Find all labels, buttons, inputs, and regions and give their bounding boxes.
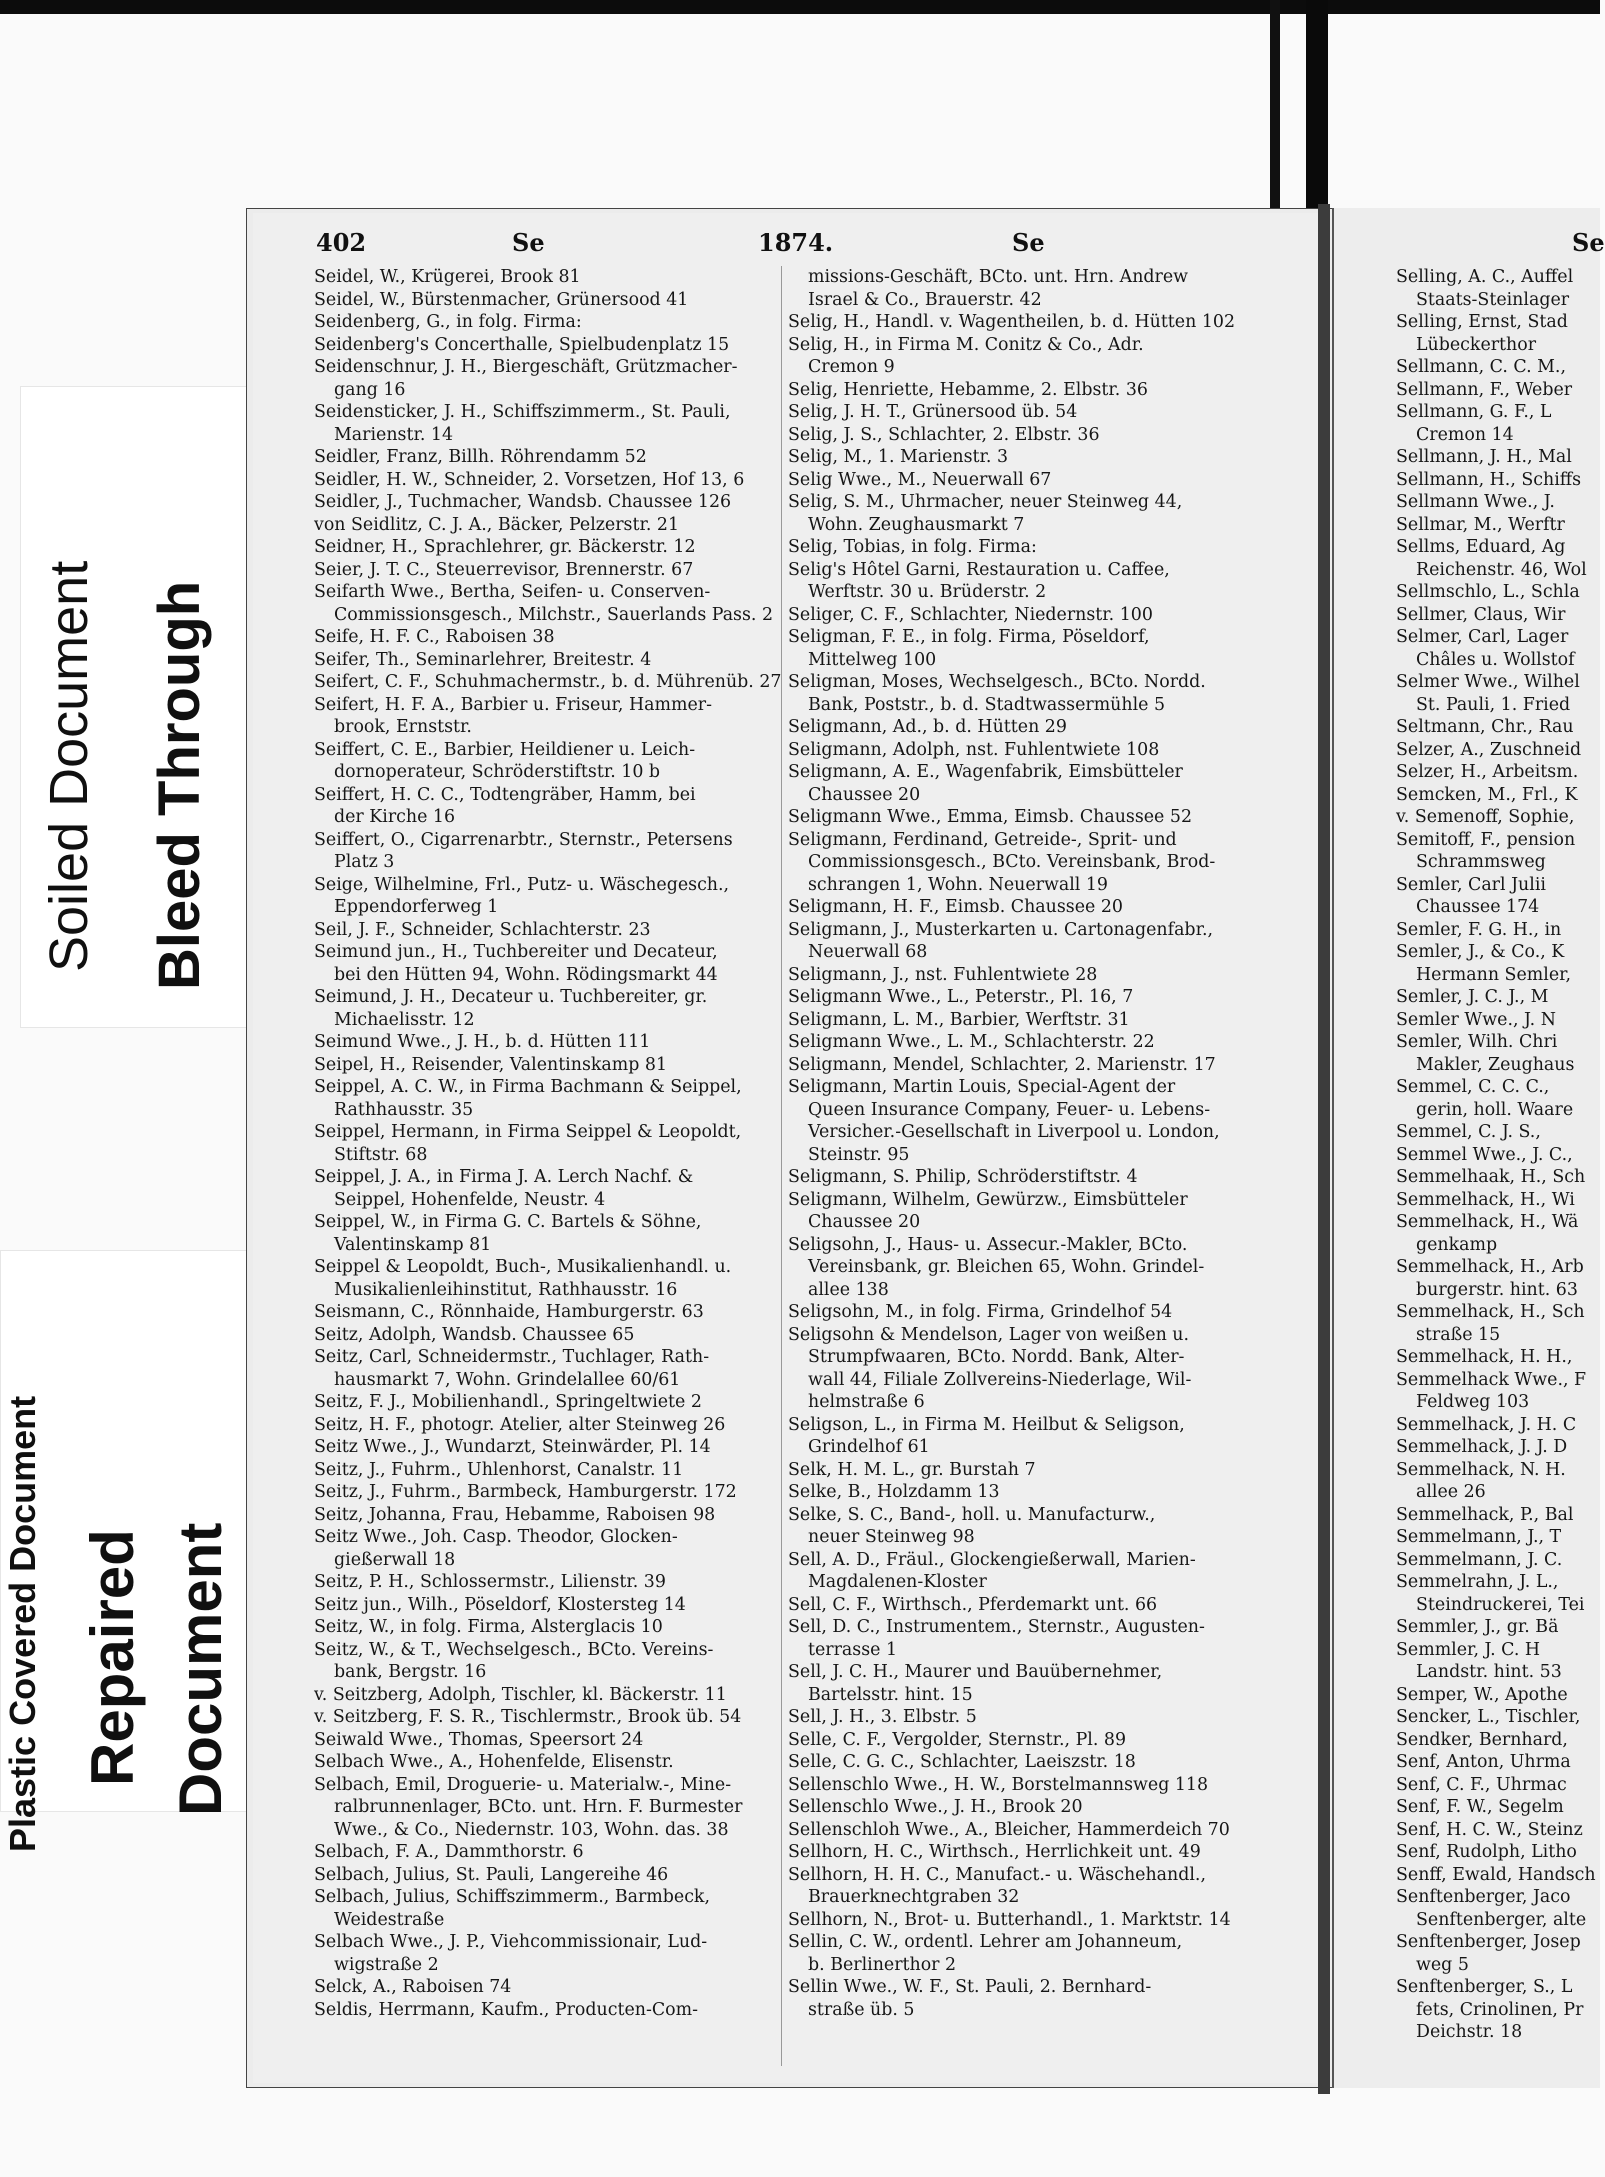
directory-entry-line: genkamp (1416, 1234, 1498, 1255)
directory-entry-line: Semitoff, F., pension (1396, 829, 1576, 850)
directory-entry-line: v. Seitzberg, Adolph, Tischler, kl. Bäckerstr. 11 (314, 1684, 727, 1705)
directory-entry-line: Valentinskamp 81 (334, 1234, 492, 1255)
directory-entry-line: Sell, J. C. H., Maurer und Bauübernehmer, (788, 1662, 1163, 1682)
directory-entry-line: Seidler, H. W., Schneider, 2. Vorsetzen, Hof 13, 6 (314, 469, 745, 490)
directory-entry-line: Seifert, C. F., Schuhmachermstr., b. d. Mührenüb. 27 (314, 672, 782, 692)
directory-entry-line: Semmler, J., gr. Bä (1396, 1617, 1559, 1637)
directory-entry-line: Seligmann Wwe., L. M., Schlachterstr. 22 (788, 1032, 1155, 1052)
directory-entry-line: Selle, C. F., Vergolder, Sternstr., Pl. 89 (788, 1729, 1127, 1750)
directory-entry-line: Sellmann, G. F., L (1396, 402, 1552, 422)
directory-entry-line: Sellenschlo Wwe., J. H., Brook 20 (788, 1797, 1083, 1817)
directory-entry-line: Semmelhaak, H., Sch (1396, 1167, 1586, 1187)
right-guide-letters: Se (1012, 228, 1045, 257)
directory-entry-line: gerin, holl. Waare (1416, 1099, 1574, 1120)
directory-entry-line: Seligman, F. E., in folg. Firma, Pöseldorf, (788, 627, 1150, 647)
directory-entry-line: v. Semenoff, Sophie, (1396, 807, 1575, 827)
directory-entry-line: Selling, A. C., Auffel (1396, 267, 1574, 287)
directory-entry-line: Israel & Co., Brauerstr. 42 (808, 289, 1042, 310)
directory-entry-line: Seiffert, O., Cigarrenarbtr., Sternstr., Petersens (314, 829, 733, 850)
soiled-document-label: Soiled Document (39, 560, 99, 972)
directory-entry-line: Selle, C. G. C., Schlachter, Laeiszstr. 18 (788, 1752, 1136, 1772)
directory-entry-line: Versicher.-Gesellschaft in Liverpool u. London, (808, 1122, 1220, 1142)
directory-entry-line: Semmelhack, H., Wi (1396, 1189, 1575, 1210)
directory-entry-line: Seitz, P. H., Schlossermstr., Lilienstr. 39 (314, 1572, 666, 1592)
directory-entry-line: der Kirche 16 (334, 807, 456, 827)
directory-entry-line: Brauerknechtgraben 32 (808, 1887, 1020, 1907)
directory-entry-line: Semler, J. C. J., M (1396, 987, 1549, 1007)
directory-entry-line: Selmer Wwe., Wilhel (1396, 672, 1580, 692)
directory-entry-line: Seiffert, C. E., Barbier, Heildiener u. Leich- (314, 739, 696, 760)
directory-entry-line: Stiftstr. 68 (334, 1144, 428, 1165)
directory-entry-line: Sellin Wwe., W. F., St. Pauli, 2. Bernhard- (788, 1977, 1152, 1997)
directory-entry-line: Vereinsbank, gr. Bleichen 65, Wohn. Grindel- (808, 1257, 1205, 1277)
directory-entry-line: Sellin, C. W., ordentl. Lehrer am Johanneum, (788, 1932, 1183, 1952)
directory-entry-line: Selzer, H., Arbeitsm. (1396, 762, 1579, 782)
directory-entry-line: Selig's Hôtel Garni, Restauration u. Caffee, (788, 559, 1170, 580)
directory-entry-line: Seligman, Moses, Wechselgesch., BCto. Nordd. (788, 672, 1206, 692)
directory-entry-line: Seippel, W., in Firma G. C. Bartels & Söhne, (314, 1212, 702, 1232)
directory-entry-line: neuer Steinweg 98 (808, 1527, 975, 1547)
directory-entry-line: Seier, J. T. C., Steuerrevisor, Brennerstr. 67 (314, 559, 694, 580)
directory-entry-line: Chaussee 174 (1416, 897, 1540, 917)
directory-entry-line: Seligmann, Martin Louis, Special-Agent der (788, 1077, 1176, 1097)
directory-entry-line: allee 26 (1416, 1482, 1486, 1502)
directory-entry-line: Eppendorferweg 1 (334, 897, 499, 917)
directory-entry-line: Seligmann Wwe., Emma, Eimsb. Chaussee 52 (788, 807, 1193, 827)
directory-entry-line: Seligmann, Ferdinand, Getreide-, Sprit- und (788, 829, 1177, 850)
directory-entry-line: Chaussee 20 (808, 1212, 921, 1232)
next-page-column (1396, 266, 1600, 2056)
directory-entry-line: Seitz, W., & T., Wechselgesch., BCto. Vereins- (314, 1639, 714, 1660)
directory-entry-line: Semmelhack, J. J. D (1396, 1437, 1568, 1457)
scanner-edge-bar (1270, 0, 1280, 215)
directory-entry-line: Cremon 14 (1416, 424, 1514, 445)
directory-entry-line: Selbach, Julius, St. Pauli, Langereihe 46 (314, 1864, 669, 1885)
directory-entry-line: Seliger, C. F., Schlachter, Niedernstr. 100 (788, 604, 1153, 625)
directory-entry-line: Semmelmann, J. C. (1396, 1549, 1563, 1570)
directory-entry-line: Seiwald Wwe., Thomas, Speersort 24 (314, 1729, 644, 1750)
directory-entry-line: Seligsohn, J., Haus- u. Assecur.-Makler, BCto. (788, 1234, 1188, 1255)
directory-entry-line: ralbrunnenlager, BCto. unt. Hrn. F. Burmester (334, 1797, 743, 1817)
directory-entry-line: Platz 3 (334, 852, 395, 872)
directory-entry-line: helmstraße 6 (808, 1392, 925, 1412)
directory-entry-line: Selbach Wwe., A., Hohenfelde, Elisenstr. (314, 1752, 674, 1772)
directory-entry-line: Seligmann, Wilhelm, Gewürzw., Eimsbütteler (788, 1189, 1188, 1210)
directory-entry-line: Staats-Steinlager (1416, 289, 1570, 310)
directory-entry-line: fets, Crinolinen, Pr (1416, 1999, 1584, 2020)
directory-entry-line: Semmelhack, H., Sch (1396, 1302, 1585, 1322)
directory-entry-line: Rathhausstr. 35 (334, 1099, 474, 1120)
directory-entry-line: Seiffert, H. C. C., Todtengräber, Hamm, bei (314, 784, 696, 805)
directory-entry-line: Selke, S. C., Band-, holl. u. Manufacturw., (788, 1504, 1156, 1525)
directory-entry-line: Semmel Wwe., J. C., (1396, 1144, 1573, 1165)
book-gutter (1318, 204, 1330, 2094)
directory-entry-line: Semmelhack, H. H., (1396, 1347, 1573, 1367)
directory-entry-line: Seippel, J. A., in Firma J. A. Lerch Nachf. & (314, 1167, 694, 1187)
directory-entry-line: weg 5 (1416, 1954, 1469, 1975)
directory-entry-line: Chaussee 20 (808, 784, 921, 805)
scanner-top-band (0, 0, 1600, 14)
directory-entry-line: Châles u. Wollstof (1416, 649, 1575, 670)
directory-entry-line: Selig, Tobias, in folg. Firma: (788, 537, 1037, 557)
page-number: 402 (316, 228, 367, 257)
directory-entry-line: Queen Insurance Company, Feuer- u. Lebens- (808, 1099, 1211, 1120)
directory-entry-line: Seligmann, L. M., Barbier, Werftstr. 31 (788, 1009, 1130, 1030)
directory-entry-line: Selk, H. M. L., gr. Burstah 7 (788, 1459, 1036, 1480)
directory-entry-line: bank, Bergstr. 16 (334, 1662, 487, 1682)
directory-entry-line: Seitz, Adolph, Wandsb. Chaussee 65 (314, 1324, 635, 1345)
directory-entry-line: Semler, Wilh. Chri (1396, 1032, 1558, 1052)
directory-entry-line: Hermann Semler, (1416, 964, 1572, 985)
directory-entry-line: Selling, Ernst, Stad (1396, 312, 1568, 332)
directory-entry-line: Seligmann, H. F., Eimsb. Chaussee 20 (788, 897, 1123, 917)
directory-entry-line: Selig, H., in Firma M. Conitz & Co., Adr. (788, 334, 1144, 355)
directory-entry-line: Sell, D. C., Instrumentem., Sternstr., Augusten- (788, 1617, 1205, 1637)
directory-entry-line: Seidler, J., Tuchmacher, Wandsb. Chaussee 126 (314, 492, 732, 512)
directory-entry-line: Seidel, W., Krügerei, Brook 81 (314, 267, 581, 287)
directory-entry-line: Seippel, A. C. W., in Firma Bachmann & Seippel, (314, 1077, 742, 1097)
directory-entry-line: Seippel, Hermann, in Firma Seippel & Leopoldt, (314, 1122, 742, 1142)
directory-entry-line: Deichstr. 18 (1416, 2022, 1523, 2042)
directory-entry-line: Werftstr. 30 u. Brüderstr. 2 (808, 582, 1047, 602)
directory-entry-line: Selke, B., Holzdamm 13 (788, 1482, 1000, 1502)
repaired-label: Repaired (79, 1529, 146, 1786)
directory-entry-line: Sell, J. H., 3. Elbstr. 5 (788, 1707, 977, 1727)
directory-entry-line: Semmelhack, P., Bal (1396, 1504, 1574, 1525)
directory-entry-line: schrangen 1, Wohn. Neuerwall 19 (808, 874, 1108, 895)
directory-entry-line: Seimund jun., H., Tuchbereiter und Decateur, (314, 942, 718, 962)
directory-entry-line: Senf, C. F., Uhrmac (1396, 1774, 1567, 1795)
directory-entry-line: burgerstr. hint. 63 (1416, 1279, 1578, 1300)
directory-entry-line: Selzer, A., Zuschneid (1396, 739, 1582, 760)
directory-entry-line: Wwe., & Co., Niedernstr. 103, Wohn. das. 38 (334, 1819, 729, 1840)
bleed-through-label: Bleed Through (147, 580, 212, 990)
directory-entry-line: Seige, Wilhelmine, Frl., Putz- u. Wäschegesch., (314, 874, 730, 895)
next-page-guide-letters: Se (1572, 228, 1605, 257)
directory-entry-line: Semmelhack, N. H. (1396, 1459, 1566, 1480)
directory-entry-line: Seitz Wwe., Joh. Casp. Theodor, Glocken- (314, 1527, 678, 1547)
directory-entry-line: Seidel, W., Bürstenmacher, Grünersood 41 (314, 289, 689, 310)
directory-entry-line: hausmarkt 7, Wohn. Grindelallee 60/61 (334, 1369, 681, 1390)
directory-entry-line: Magdalenen-Kloster (808, 1572, 987, 1592)
directory-entry-line: allee 138 (808, 1279, 889, 1300)
directory-entry-line: Selbach, Julius, Schiffszimmerm., Barmbeck, (314, 1887, 711, 1907)
directory-entry-line: Seidenberg, G., in folg. Firma: (314, 312, 582, 332)
directory-entry-line: Seidensticker, J. H., Schiffszimmerm., St. Pauli, (314, 402, 731, 422)
directory-entry-line: Sellhorn, N., Brot- u. Butterhandl., 1. Marktstr. 14 (788, 1909, 1231, 1930)
directory-entry-line: Semmelmann, J., T (1396, 1527, 1562, 1547)
directory-entry-line: Seligmann, S. Philip, Schröderstiftstr. 4 (788, 1167, 1138, 1187)
directory-entry-line: v. Seitzberg, F. S. R., Tischlermstr., Brook üb. 54 (314, 1707, 742, 1727)
directory-entry-line: Wohn. Zeughausmarkt 7 (808, 514, 1025, 535)
directory-entry-line: Selig, M., 1. Marienstr. 3 (788, 447, 1009, 467)
directory-entry-line: wigstraße 2 (334, 1954, 439, 1975)
directory-entry-line: Seippel & Leopoldt, Buch-, Musikalienhandl. u. (314, 1257, 732, 1277)
directory-entry-line: Semler, F. G. H., in (1396, 919, 1562, 940)
column-divider (781, 266, 782, 2066)
directory-entry-line: Semmelrahn, J. L., (1396, 1572, 1559, 1592)
directory-entry-line: Grindelhof 61 (808, 1437, 930, 1457)
directory-entry-line: Senf, Rudolph, Litho (1396, 1842, 1577, 1862)
directory-entry-line: Semmelhack, H., Wä (1396, 1212, 1579, 1232)
directory-entry-line: Seil, J. F., Schneider, Schlachterstr. 23 (314, 919, 651, 940)
directory-entry-line: Seitz Wwe., J., Wundarzt, Steinwärder, Pl. 14 (314, 1437, 711, 1457)
directory-entry-line: Selbach, Emil, Droguerie- u. Materialw.-, Mine- (314, 1774, 732, 1795)
directory-entry-line: Seitz, J., Fuhrm., Uhlenhorst, Canalstr. 11 (314, 1459, 684, 1480)
directory-entry-line: Makler, Zeughaus (1416, 1054, 1575, 1075)
directory-entry-line: Seidler, Franz, Billh. Röhrendamm 52 (314, 447, 647, 467)
directory-entry-line: Seligmann, J., nst. Fuhlentwiete 28 (788, 964, 1098, 985)
directory-entry-line: dornoperateur, Schröderstiftstr. 10 b (334, 762, 661, 782)
right-column (788, 266, 1298, 2056)
directory-entry-line: Seitz, W., in folg. Firma, Alsterglacis 10 (314, 1617, 663, 1637)
directory-entry-line: Semmelhack, J. H. C (1396, 1414, 1577, 1435)
directory-entry-line: Seligsohn & Mendelson, Lager von weißen u. (788, 1324, 1190, 1345)
directory-entry-line: straße 15 (1416, 1324, 1501, 1345)
directory-entry-line: terrasse 1 (808, 1639, 898, 1660)
directory-entry-line: Musikalienleihinstitut, Rathhausstr. 16 (334, 1279, 678, 1300)
directory-entry-line: Senftenberger, Josep (1396, 1932, 1581, 1952)
directory-entry-line: Commissionsgesch., Milchstr., Sauerlands Pass. 2 (334, 604, 774, 625)
directory-entry-line: Semler, J., & Co., K (1396, 942, 1565, 962)
directory-entry-line: straße üb. 5 (808, 1999, 915, 2020)
directory-entry-line: Sell, C. F., Wirthsch., Pferdemarkt unt. 66 (788, 1594, 1158, 1615)
directory-entry-line: bei den Hütten 94, Wohn. Rödingsmarkt 44 (334, 964, 718, 985)
directory-entry-line: von Seidlitz, C. J. A., Bäcker, Pelzerstr. 21 (314, 514, 680, 535)
directory-entry-line: Commissionsgesch., BCto. Vereinsbank, Brod- (808, 852, 1216, 872)
directory-entry-line: Michaelisstr. 12 (334, 1009, 475, 1030)
directory-entry-line: Seligmann Wwe., L., Peterstr., Pl. 16, 7 (788, 987, 1134, 1007)
directory-entry-line: Seifert, H. F. A., Barbier u. Friseur, Hammer- (314, 694, 712, 715)
directory-entry-line: Senff, Ewald, Handsch (1396, 1864, 1596, 1885)
directory-entry-line: Seippel, Hohenfelde, Neustr. 4 (334, 1189, 606, 1210)
directory-entry-line: missions-Geschäft, BCto. unt. Hrn. Andrew (808, 267, 1189, 287)
directory-entry-line: Seligmann, J., Musterkarten u. Cartonagenfabr., (788, 919, 1214, 940)
directory-entry-line: Seligson, L., in Firma M. Heilbut & Seligson, (788, 1414, 1185, 1435)
directory-entry-line: Sellmann, C. C. M., (1396, 357, 1566, 377)
directory-entry-line: Selbach Wwe., J. P., Viehcommissionair, Lud- (314, 1932, 708, 1952)
directory-entry-line: gießerwall 18 (334, 1549, 456, 1570)
directory-entry-line: Sellenschlo Wwe., H. W., Borstelmannsweg 118 (788, 1774, 1209, 1795)
directory-entry-line: Seifer, Th., Seminarlehrer, Breitestr. 4 (314, 649, 652, 670)
scanner-edge-bar-dark (1306, 0, 1328, 215)
directory-entry-line: Seitz, J., Fuhrm., Barmbeck, Hamburgerstr. 172 (314, 1482, 737, 1502)
directory-entry-line: Selck, A., Raboisen 74 (314, 1977, 512, 1997)
directory-entry-line: Selbach, F. A., Dammthorstr. 6 (314, 1842, 584, 1862)
directory-entry-line: Seligmann, Adolph, nst. Fuhlentwiete 108 (788, 739, 1160, 760)
directory-entry-line: Seligmann, Ad., b. d. Hütten 29 (788, 717, 1067, 737)
directory-entry-line: Seimund Wwe., J. H., b. d. Hütten 111 (314, 1032, 651, 1052)
directory-entry-line: Strumpfwaaren, BCto. Nordd. Bank, Alter- (808, 1347, 1185, 1367)
left-column (314, 266, 782, 2056)
directory-entry-line: Seitz, H. F., photogr. Atelier, alter Steinweg 26 (314, 1414, 726, 1435)
directory-entry-line: Sellenschloh Wwe., A., Bleicher, Hammerdeich 70 (788, 1819, 1230, 1840)
directory-entry-line: Semmelhack, H., Arb (1396, 1257, 1584, 1277)
directory-entry-line: Senf, H. C. W., Steinz (1396, 1819, 1583, 1840)
directory-entry-line: Seidenberg's Concerthalle, Spielbudenplatz 15 (314, 334, 730, 355)
directory-entry-line: Sencker, L., Tischler, (1396, 1707, 1581, 1727)
year-heading: 1874. (758, 228, 834, 257)
directory-entry-line: Seifarth Wwe., Bertha, Seifen- u. Conserven- (314, 582, 711, 602)
directory-entry-line: Marienstr. 14 (334, 424, 454, 445)
left-guide-letters: Se (512, 228, 545, 257)
directory-entry-line: Seipel, H., Reisender, Valentinskamp 81 (314, 1054, 668, 1075)
directory-entry-line: Sellms, Eduard, Ag (1396, 537, 1566, 557)
repaired-document-label: Document (167, 1522, 234, 1816)
directory-entry-line: Sellmschlo, L., Schla (1396, 582, 1580, 602)
directory-entry-line: Schrammsweg (1416, 852, 1546, 872)
directory-entry-line: Selig, S. M., Uhrmacher, neuer Steinweg 44, (788, 492, 1183, 512)
directory-entry-line: Senftenberger, Jaco (1396, 1887, 1571, 1907)
directory-entry-line: Cremon 9 (808, 357, 895, 377)
directory-entry-line: Semmel, C. J. S., (1396, 1122, 1541, 1142)
directory-entry-line: Seitz, F. J., Mobilienhandl., Springeltwiete 2 (314, 1392, 702, 1412)
directory-entry-line: Selig, J. H. T., Grünersood üb. 54 (788, 402, 1078, 422)
plastic-covered-label: Plastic Covered Document (2, 1395, 43, 1852)
directory-entry-line: Seidenschnur, J. H., Biergeschäft, Grützmacher- (314, 357, 738, 377)
directory-entry-line: Selig, J. S., Schlachter, 2. Elbstr. 36 (788, 424, 1100, 445)
directory-entry-line: Neuerwall 68 (808, 942, 928, 962)
directory-entry-line: gang 16 (334, 379, 406, 400)
directory-entry-line: Mittelweg 100 (808, 649, 937, 670)
directory-entry-line: Senftenberger, S., L (1396, 1977, 1573, 1997)
directory-entry-line: Sellhorn, H. H. C., Manufact.- u. Wäschehandl., (788, 1864, 1206, 1885)
directory-entry-line: Semmler, J. C. H (1396, 1639, 1541, 1660)
directory-entry-line: Selig, Henriette, Hebamme, 2. Elbstr. 36 (788, 379, 1148, 400)
directory-entry-line: Sellmann, H., Schiffs (1396, 469, 1582, 490)
directory-entry-line: Semmel, C. C. C., (1396, 1077, 1550, 1097)
directory-entry-line: Landstr. hint. 53 (1416, 1662, 1562, 1682)
directory-entry-line: Feldweg 103 (1416, 1392, 1530, 1412)
directory-entry-line: Semper, W., Apothe (1396, 1684, 1568, 1705)
directory-entry-line: Sellhorn, H. C., Wirthsch., Herrlichkeit unt. 49 (788, 1842, 1201, 1862)
directory-entry-line: Bartelsstr. hint. 15 (808, 1684, 973, 1705)
directory-entry-line: Semler, Carl Julii (1396, 874, 1546, 895)
directory-entry-line: Sell, A. D., Fräul., Glockengießerwall, Marien- (788, 1549, 1196, 1570)
directory-entry-line: b. Berlinerthor 2 (808, 1954, 957, 1975)
directory-entry-line: Sellmer, Claus, Wir (1396, 604, 1566, 625)
directory-entry-line: Bank, Poststr., b. d. Stadtwassermühle 5 (808, 694, 1166, 715)
directory-entry-line: Semmelhack Wwe., F (1396, 1369, 1587, 1390)
directory-entry-line: wall 44, Filiale Zollvereins-Niederlage, Wil- (808, 1369, 1192, 1390)
directory-entry-line: Seife, H. F. C., Raboisen 38 (314, 627, 555, 647)
directory-entry-line: Seismann, C., Rönnhaide, Hamburgerstr. 63 (314, 1302, 704, 1322)
directory-entry-line: Seligmann, Mendel, Schlachter, 2. Marienstr. 17 (788, 1054, 1216, 1075)
directory-entry-line: Lübeckerthor (1416, 334, 1537, 355)
directory-entry-line: Seligsohn, M., in folg. Firma, Grindelhof 54 (788, 1302, 1173, 1322)
directory-entry-line: brook, Ernststr. (334, 717, 472, 737)
directory-entry-line: Seltmann, Chr., Rau (1396, 717, 1574, 737)
directory-entry-line: Seidner, H., Sprachlehrer, gr. Bäckerstr. 12 (314, 537, 696, 557)
directory-entry-line: Sellmar, M., Werftr (1396, 514, 1565, 535)
directory-entry-line: Weidestraße (334, 1909, 445, 1930)
directory-entry-line: Sellmann, F., Weber (1396, 379, 1573, 400)
directory-entry-line: Senf, Anton, Uhrma (1396, 1752, 1571, 1772)
directory-entry-line: Seligmann, A. E., Wagenfabrik, Eimsbütteler (788, 762, 1183, 782)
directory-entry-line: Seitz jun., Wilh., Pöseldorf, Klostersteg 14 (314, 1594, 686, 1615)
directory-entry-line: Semler Wwe., J. N (1396, 1009, 1556, 1030)
directory-entry-line: Sendker, Bernhard, (1396, 1729, 1568, 1750)
directory-entry-line: Reichenstr. 46, Wol (1416, 559, 1587, 580)
directory-entry-line: Senf, F. W., Segelm (1396, 1797, 1564, 1817)
directory-entry-line: Steindruckerei, Tei (1416, 1594, 1585, 1615)
directory-entry-line: Semcken, M., Frl., K (1396, 784, 1578, 805)
directory-entry-line: Seimund, J. H., Decateur u. Tuchbereiter, gr. (314, 987, 708, 1007)
directory-entry-line: Selmer, Carl, Lager (1396, 627, 1569, 647)
directory-entry-line: Seldis, Herrmann, Kaufm., Producten-Com- (314, 1999, 698, 2020)
directory-entry-line: Sellmann, J. H., Mal (1396, 447, 1572, 467)
directory-entry-line: Seitz, Carl, Schneidermstr., Tuchlager, Rath- (314, 1347, 710, 1367)
directory-entry-line: St. Pauli, 1. Fried (1416, 694, 1571, 715)
directory-entry-line: Selig Wwe., M., Neuerwall 67 (788, 469, 1052, 490)
directory-entry-line: Steinstr. 95 (808, 1144, 910, 1165)
directory-entry-line: Seitz, Johanna, Frau, Hebamme, Raboisen 98 (314, 1504, 716, 1525)
directory-entry-line: Sellmann Wwe., J. (1396, 492, 1555, 512)
directory-entry-line: Senftenberger, alte (1416, 1909, 1587, 1930)
directory-entry-line: Selig, H., Handl. v. Wagentheilen, b. d. Hütten 102 (788, 312, 1236, 332)
